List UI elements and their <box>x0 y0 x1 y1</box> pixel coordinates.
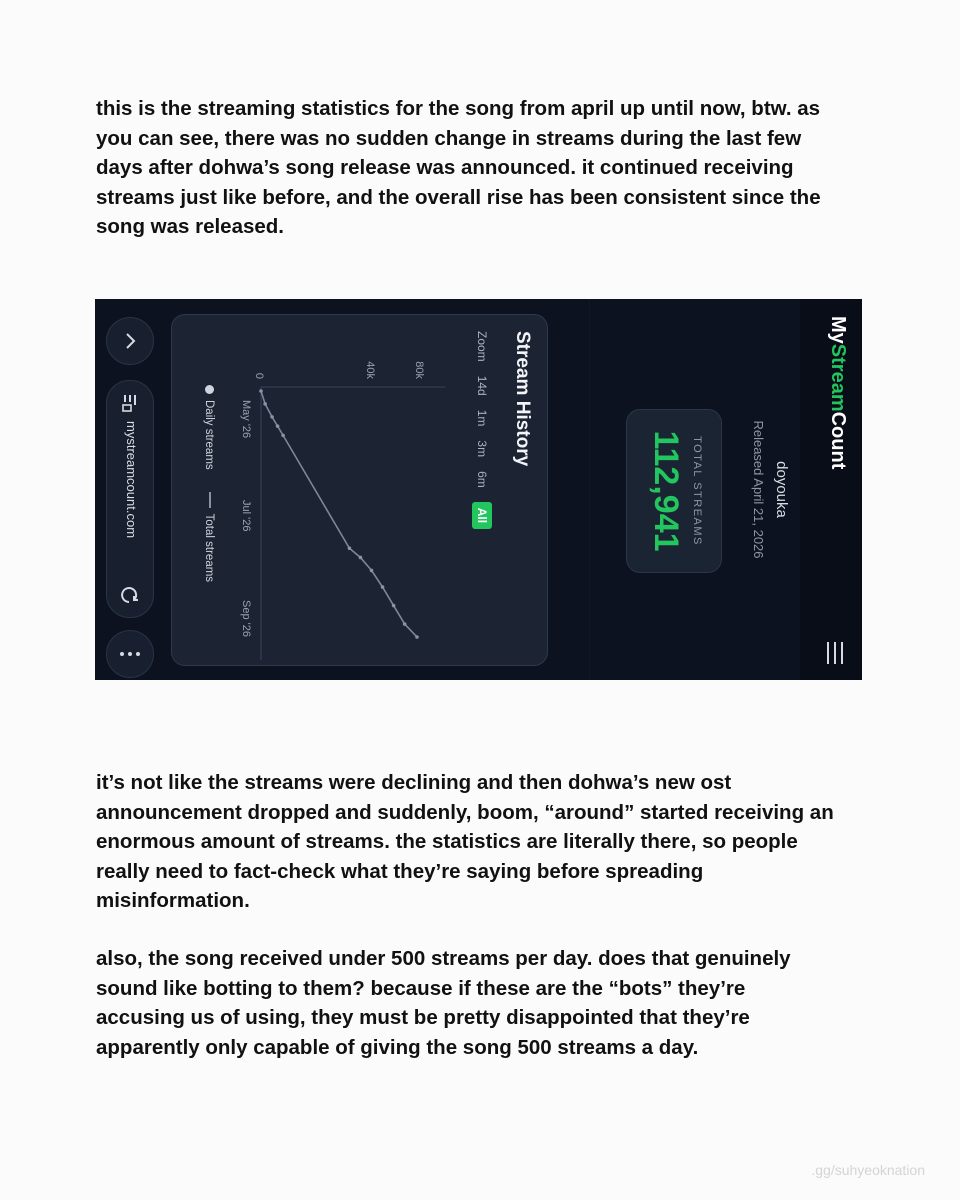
total-streams-point <box>259 389 263 393</box>
url-text[interactable]: mystreamcount.com <box>124 421 139 539</box>
post-paragraph-1: this is the streaming statistics for the song from april up until now, btw. as you can see, there was no sudden change in streams during the last few days after dohwa’s song release was announced. it continued receiving streams just like before, and the overall rise has been consistent since the song was released. <box>96 97 821 238</box>
app-logo[interactable] <box>826 316 849 469</box>
total-streams-point <box>348 546 352 550</box>
total-streams-value: 112,941 <box>647 430 685 552</box>
total-streams-point <box>403 622 407 626</box>
zoom-controls <box>472 331 489 529</box>
x-tick-label: Sep '26 <box>240 600 252 637</box>
logo-count: Count <box>827 411 849 470</box>
chevron-up-icon <box>107 318 153 364</box>
section-divider <box>589 299 590 680</box>
total-streams-point <box>392 604 396 608</box>
zoom-option-1m[interactable]: 1m <box>475 409 489 427</box>
total-streams-point <box>370 569 374 573</box>
total-streams-point <box>276 424 280 428</box>
legend-line-icon <box>209 492 211 508</box>
legend-dot-icon <box>205 385 214 394</box>
total-streams-point <box>263 402 267 406</box>
scroll-up-button[interactable] <box>106 317 154 365</box>
zoom-label: Zoom <box>475 331 489 362</box>
zoom-option-3m[interactable]: 3m <box>475 440 489 458</box>
total-streams-point <box>270 415 274 419</box>
total-streams-card <box>626 409 722 573</box>
x-tick-label: May '26 <box>240 400 252 439</box>
total-streams-line <box>261 391 417 637</box>
legend-daily-streams[interactable] <box>203 385 215 470</box>
zoom-option-all[interactable]: All <box>472 502 492 529</box>
app-screenshot <box>95 299 862 680</box>
legend-label: Total streams <box>203 513 215 583</box>
y-tick-label: 80k <box>413 361 425 379</box>
release-date: Released April 21, 2026 <box>751 420 766 559</box>
zoom-option-6m[interactable]: 6m <box>475 471 489 488</box>
post-paragraph-3: also, the song received under 500 streams per day. does that genuinely sound like botting to them? because if these are the “bots” they’re accusing us of using, they must be pretty disappointed that they’re apparently only capable of giving the song 500 streams a day. <box>96 947 791 1059</box>
total-streams-point <box>381 585 385 589</box>
artist-name: doyouka <box>773 461 790 518</box>
reload-icon[interactable] <box>120 585 140 605</box>
tabs-icon[interactable] <box>121 393 139 413</box>
y-tick-label: 40k <box>364 361 376 379</box>
browser-bottom-bar <box>95 299 162 680</box>
hamburger-menu-icon[interactable] <box>828 642 846 664</box>
y-tick-label: 0 <box>253 372 265 379</box>
legend-label: Daily streams <box>203 400 215 470</box>
total-streams-point <box>359 556 363 560</box>
x-tick-label: Jul '26 <box>240 500 252 532</box>
zoom-option-14d[interactable]: 14d <box>475 375 489 396</box>
watermark-text: .gg/suhyeoknation <box>811 1162 925 1178</box>
more-options-button[interactable] <box>106 630 154 678</box>
chart-legend <box>203 385 215 582</box>
stream-history-chart <box>217 315 457 665</box>
post-paragraph-2: it’s not like the streams were declining and then dohwa’s new ost announcement dropped and suddenly, boom, “around” started receiving an enormous amount of streams. the statistics are literally there, so people really need to fact-check what they’re saying before spreading misinformation. <box>96 771 834 912</box>
total-streams-point <box>281 434 285 438</box>
total-streams-point <box>415 635 419 639</box>
stream-history-card <box>171 314 548 666</box>
more-vertical-icon <box>107 631 153 677</box>
address-bar[interactable] <box>106 380 154 618</box>
stream-history-title: Stream History <box>512 331 533 467</box>
logo-my: My <box>827 316 849 344</box>
rotated-phone-screen <box>95 299 862 680</box>
logo-stream: Stream <box>827 343 849 412</box>
legend-total-streams[interactable] <box>203 492 215 582</box>
total-streams-label: TOTAL STREAMS <box>691 436 703 546</box>
app-header <box>800 299 862 680</box>
